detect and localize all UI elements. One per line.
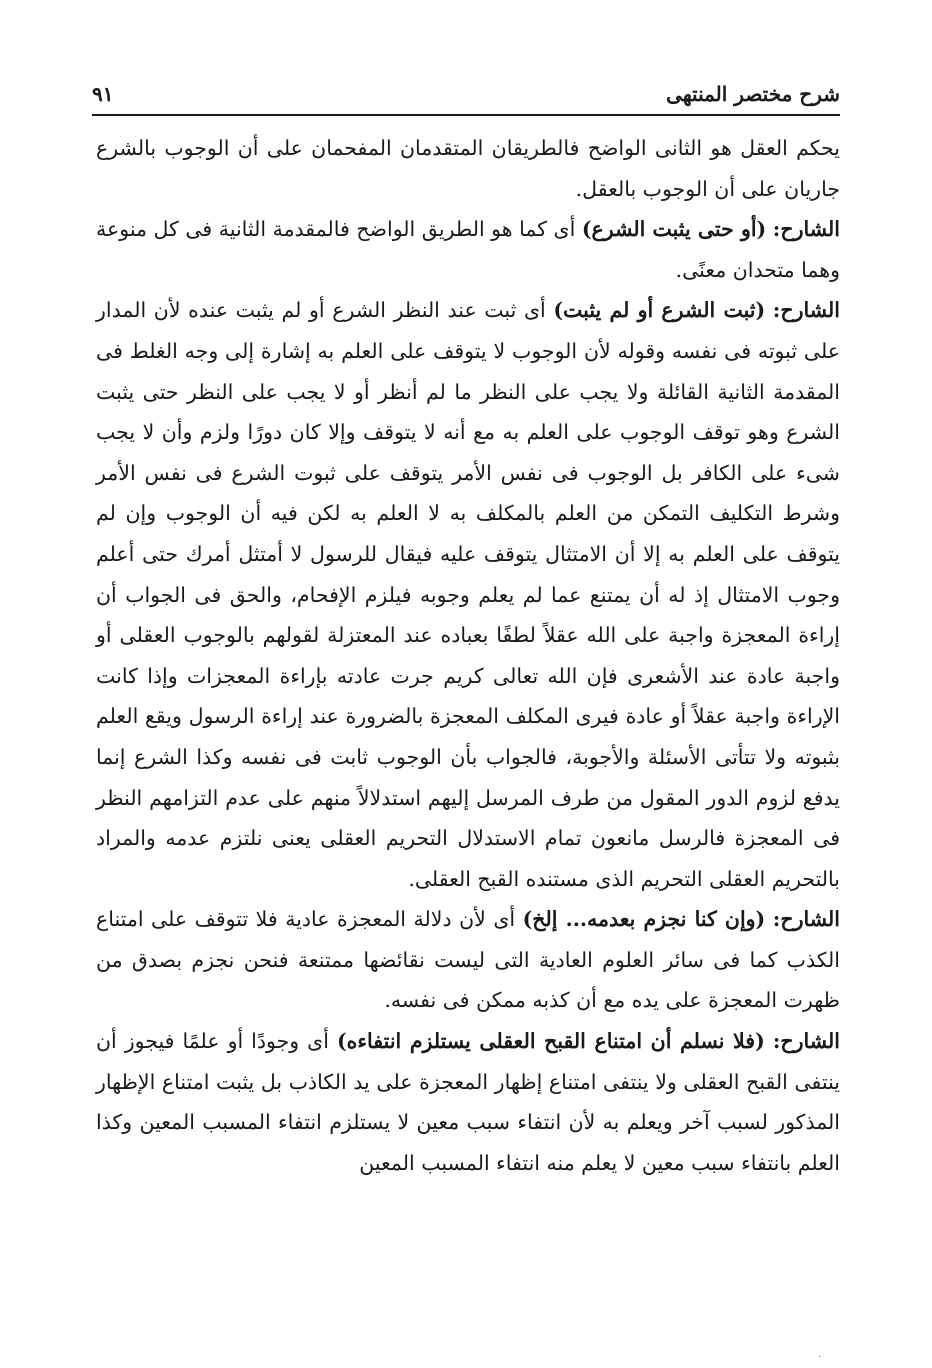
scan-mark: ·: [818, 1352, 822, 1363]
running-header: [92, 80, 840, 116]
commentator-label: الشارح:: [772, 907, 840, 932]
paragraph-4: [96, 899, 840, 1021]
commentary-body: [96, 128, 840, 1183]
page-number: ٩١: [92, 82, 114, 106]
paragraph-text: أى لأن دلالة المعجزة عادية فلا تتوقف على امتناع الكذب كما فى سائر العلوم العادية التى ليست نقائضها ممتنعة فنحن نجزم بصدق من ظهرت المعجزة على يده مع أن كذبه ممكن فى نفسه.: [96, 907, 840, 1013]
quoted-lemma: (فلا نسلم أن امتناع القبح العقلى يستلزم انتفاءه): [336, 1029, 765, 1054]
paragraph-5: [96, 1021, 840, 1183]
paragraph-2: [96, 209, 840, 290]
quoted-lemma: (ثبت الشرع أو لم يثبت): [553, 298, 766, 323]
commentator-label: الشارح:: [772, 298, 840, 323]
paragraph-text: أى وجودًا أو علمًا فيجوز أن ينتفى القبح العقلى ولا ينتفى امتناع إظهار المعجزة على يد الكاذب بل يثبت امتناع الإظهار المذكور لسبب آخر ويعلم به لأن انتفاء سبب معين لا يستلزم انتفاء المسبب المعين وكذا العلم بانتفاء سبب معين لا يعلم منه انتفاء المسبب المعين: [96, 1029, 840, 1175]
paragraph-text: يحكم العقل هو الثانى الواضح فالطريقان المتقدمان المفحمان على أن الوجوب بالشرع جاريان على أن الوجوب بالعقل.: [96, 136, 840, 201]
quoted-lemma: (وإن كنا نجزم بعدمه... إلخ): [522, 907, 766, 932]
quoted-lemma: (أو حتى يثبت الشرع): [581, 217, 767, 242]
running-title: شرح مختصر المنتهى: [666, 82, 840, 106]
commentator-label: الشارح:: [772, 217, 840, 242]
paragraph-3: [96, 290, 840, 899]
commentator-label: الشارح:: [772, 1029, 840, 1054]
paragraph-text: أى كما هو الطريق الواضح فالمقدمة الثانية فى كل منوعة وهما متحدان معنًى.: [96, 217, 840, 282]
paragraph-1: [96, 128, 840, 209]
paragraph-text: أى ثبت عند النظر الشرع أو لم يثبت عنده لأن المدار على ثبوته فى نفسه وقوله لأن الوجوب لا يتوقف على العلم به إشارة إلى وجه الغلط فى المقدمة الثانية القائلة ولا يجب على النظر ما لم أنظر أو لا يجب على النظر حتى يثبت الشرع وهو توقف الوجوب على العلم به مع أنه لا يتوقف وإلا كان دورًا ولزم وأن لا يجب شىء على الكافر بل الوجوب فى نفس الأمر يتوقف على ثبوت الشرع فى نفس الأمر وشرط التكليف التمكن من العلم بالمكلف به لا العلم به لكن فيه أن الوجوب وإن لم يتوقف على العلم به إلا أن الامتثال يتوقف عليه فيقال للرسول لا أمتثل أمرك حتى أعلم وجوب الامتثال إذ له أن يمتنع عما لم يعلم وجوبه فيلزم الإفحام، والحق فى الجواب أن إراءة المعجزة واجبة على الله عقلاً لطفًا بعباده عند المعتزلة لقولهم بالوجوب العقلى أو واجبة عادة عند الأشعرى فإن الله تعالى كريم جرت عادته بإراءة المعجزات وإذا كانت الإراءة واجبة عقلاً أو عادة فيرى المكلف المعجزة بالضرورة عند إراءة الرسول ويقع العلم بثبوته ولا تتأتى الأسئلة والأجوبة، فالجواب بأن الوجوب ثابت فى نفسه وكذا الشرع إنما يدفع لزوم الدور المقول من طرف المرسل إليهم استدلالاً منهم على عدم التزامهم النظر فى المعجزة فالرسل مانعون تمام الاستدلال التحريم العقلى يعنى نلتزم عدمه والمراد بالتحريم العقلى التحريم الذى مستنده القبح العقلى.: [96, 298, 840, 891]
